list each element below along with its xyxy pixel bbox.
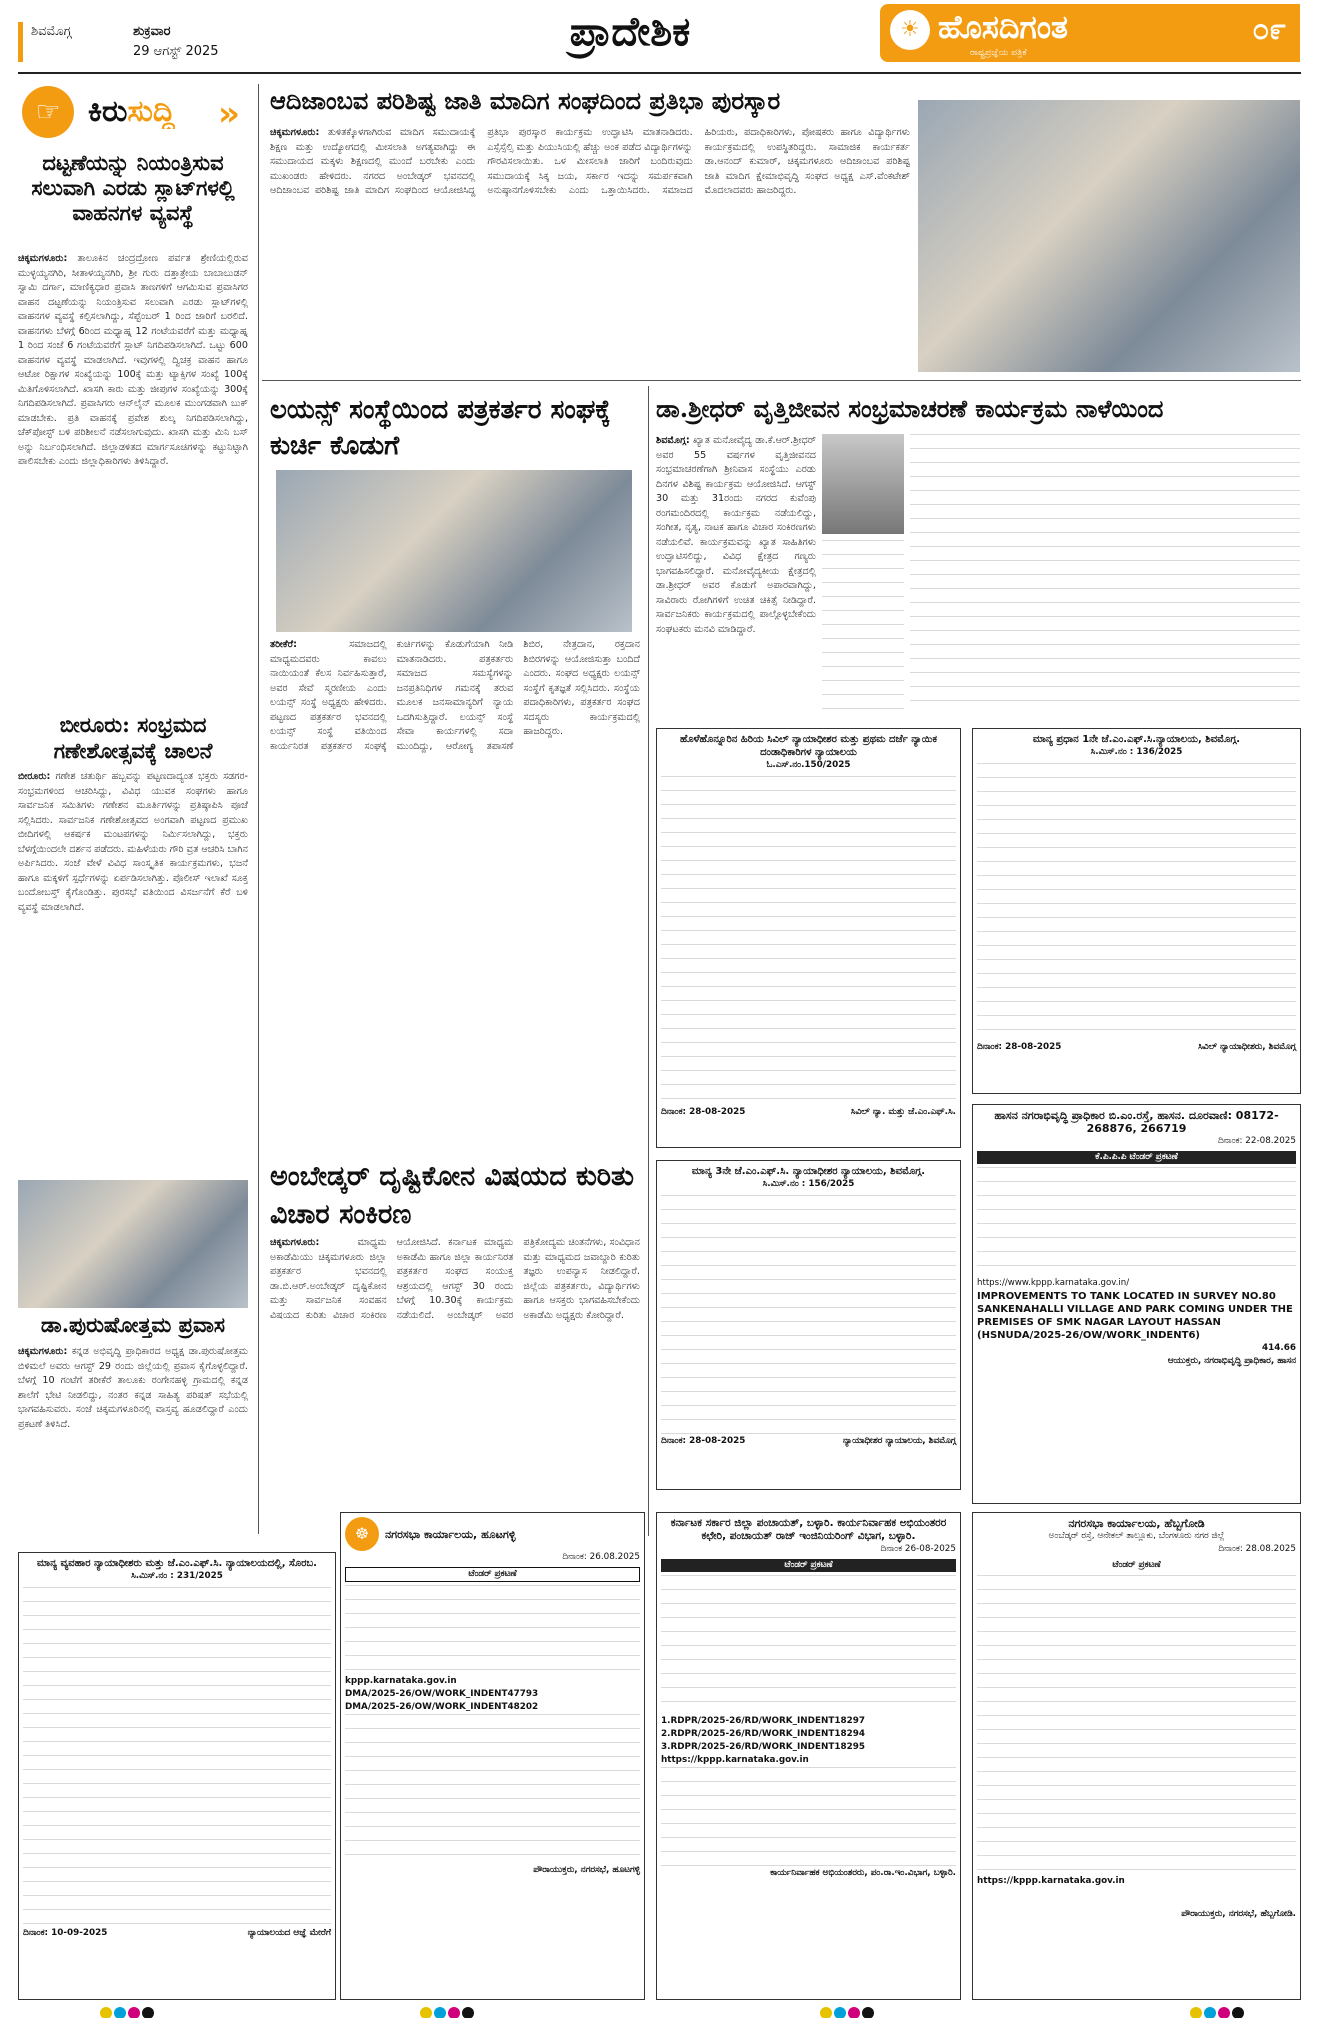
sridhar-body-b: [822, 540, 904, 714]
tender-hebbagodi-text: [977, 1575, 1296, 1875]
notice-shivamogga3-case: ಸಿ.ಮಿಸ್.ನಂ : 156/2025: [762, 1179, 855, 1189]
notice-shivamogga1-case: ಸಿ.ಮಿಸ್.ನಂ : 136/2025: [1090, 747, 1183, 757]
dot-icon: [142, 2007, 154, 2018]
ambedkar-body: [270, 1236, 640, 1486]
pratibha-dateline: ಚಿಕ್ಕಮಗಳೂರು:: [270, 127, 320, 138]
notice-shivamogga1-date: ದಿನಾಂಕ: 28-08-2025: [977, 1042, 1062, 1052]
traffic-headline: ದಟ್ಟಣೆಯನ್ನು ನಿಯಂತ್ರಿಸುವ ಸಲುವಾಗಿ ಎರಡು ಸ್ಲಾಟ್‌ಗಳಲ್ಲಿ ವಾಹನಗಳ ವ್ಯವಸ್ಥೆ: [31, 150, 235, 225]
dot-icon: [1218, 2007, 1230, 2018]
ganesha-headline: ಬೀರೂರು: ಸಂಭ್ರಮದ ಗಣೇಶೋತ್ಸವಕ್ಕೆ ಚಾಲನೆ: [53, 712, 213, 763]
registration-dots-3: [820, 2004, 900, 2018]
sridhar-body-c: [910, 434, 1300, 714]
sridhar-headline: ಡಾ.ಶ್ರೀಧರ್ ವೃತ್ತಿಜೀವನ ಸಂಭ್ರಮಾಚರಣೆ ಕಾರ್ಯಕ್ರಮ ನಾಳೆಯಿಂದ: [656, 394, 1164, 423]
tender-hebbagodi-office: ನಗರಸಭಾ ಕಾರ್ಯಾಲಯ, ಹೆಬ್ಬಗೋಡಿ: [1068, 1517, 1205, 1530]
tender-hootagalli-indent1: DMA/2025-26/OW/WORK_INDENT47793: [345, 1689, 539, 1699]
kirusuddi-banner: [18, 86, 248, 142]
tender-hootagalli-ref: ದಿನಾಂಕ: 26.08.2025: [562, 1552, 640, 1562]
lions-body: [270, 638, 640, 1150]
ganesha-dateline: ಬೀರೂರು:: [18, 771, 51, 782]
tender-bellary-bar: ಟೆಂಡರ್ ಪ್ರಕಟಣೆ: [661, 1559, 956, 1572]
masthead: [880, 4, 1300, 62]
date-label: 29 ಆಗಸ್ಟ್ 2025: [133, 44, 219, 59]
tender-hootagalli-bar: ಟೆಂಡರ್ ಪ್ರಕಟಣೆ: [345, 1567, 640, 1582]
notice-shivamogga1-text: [977, 763, 1296, 1041]
notice-shivamogga3-sign: ನ್ಯಾಯಾಧೀಶರ ನ್ಯಾಯಾಲಯ, ಶಿವಮೊಗ್ಗ: [842, 1436, 956, 1446]
brand-tagline: ರಾಷ್ಟ್ರಪ್ರಜ್ಞೆಯ ಪತ್ರಿಕೆ: [970, 48, 1027, 58]
dot-icon: [834, 2007, 846, 2018]
tender-bellary-text2: [661, 1767, 956, 1867]
tender-bellary: [656, 1512, 961, 2000]
dot-icon: [128, 2007, 140, 2018]
sridhar-portrait: [822, 434, 904, 534]
sridhar-dateline: ಶಿವಮೊಗ್ಗ:: [656, 435, 690, 446]
notice-soraba-case: ಸಿ.ಮಿಸ್.ನಂ : 231/2025: [131, 1571, 223, 1581]
tender-hootagalli-office: ನಗರಸಭಾ ಕಾರ್ಯಾಲಯ, ಹೂಟಗಳ್ಳಿ: [385, 1527, 516, 1541]
notice-shivamogga1: [972, 728, 1301, 1094]
tender-bellary-sign: ಕಾರ್ಯನಿರ್ವಾಹಕ ಅಭಿಯಂತರರು, ಪಂ.ರಾ.ಇಂ.ವಿಭಾಗ, ಬಳ್ಳಾರಿ.: [770, 1868, 956, 1878]
tender-bellary-site[interactable]: https://kppp.karnataka.gov.in: [661, 1755, 809, 1765]
tender-hassan-amount: 414.66: [1262, 1343, 1296, 1353]
dot-icon: [848, 2007, 860, 2018]
notice-shivamogga1-title: ಮಾನ್ಯ ಪ್ರಧಾನ 1ನೇ ಜೆ.ಎಂ.ಎಫ್.ಸಿ.ನ್ಯಾಯಾಲಯ, ಶಿವಮೊಗ್ಗ.: [1032, 734, 1241, 745]
tender-bellary-text: [661, 1575, 956, 1715]
notice-holehonnur-sign: ಸಿವಿಲ್ ನ್ಯಾ. ಮತ್ತು ಜೆ.ಎಂ.ಎಫ್.ಸಿ.: [850, 1107, 956, 1117]
tender-hebbagodi-bar: ಟೆಂಡರ್ ಪ್ರಕಟಣೆ: [977, 1559, 1296, 1572]
purushottam-headline: ಡಾ.ಪುರುಷೋತ್ತಮ ಪ್ರವಾಸ: [40, 1312, 226, 1337]
dot-icon: [1190, 2007, 1202, 2018]
header-rule: [18, 72, 1301, 74]
traffic-text: ತಾಲೂಕಿನ ಚಂದ್ರದ್ರೋಣ ಪರ್ವತ ಶ್ರೇಣಿಯಲ್ಲಿರುವ ಮುಳ್ಳಯ್ಯನಗಿರಿ, ಸೀತಾಳಯ್ಯನಗಿರಿ, ಶ್ರೀ ಗುರು ದತ್ತಾತ್ರೇಯ ಬಾಬಾಬುಡನ್ ಸ್ವಾಮಿ ದರ್ಗಾ, ಮಾಣಿಕ್ಯಧಾರ ಪ್ರವಾಸಿ ತಾಣಗಳಿಗೆ ಆಗಮಿಸುವ ಪ್ರವಾಸಿಗರ ವಾಹನ ದಟ್ಟಣೆಯನ್ನು ನಿಯಂತ್ರಿಸುವ ಸಲುವಾಗಿ ಎರಡು ಸ್ಲಾಟ್‌ಗಳಲ್ಲಿ ವಾಹನಗಳ ವ್ಯವಸ್ಥೆ ಕಲ್ಪಿಸಲಾಗಿದ್ದು, ಸೆಪ್ಟೆಂಬರ್ 1 ರಿಂದ ಜಾರಿಗೆ ಬರಲಿದೆ. ವಾಹನಗಳು ಬೆಳಗ್ಗೆ 6ರಿಂದ ಮಧ್ಯಾಹ್ನ 12 ಗಂಟೆಯವರೆಗೆ ಮತ್ತು ಮಧ್ಯಾಹ್ನ 1 ರಿಂದ ಸಂಜೆ 6 ಗಂಟೆಯವರೆಗೆ ಸ್ಲಾಟ್ ನಿಗದಿಪಡಿಸಲಾಗಿದೆ. ಒಟ್ಟು 600 ವಾಹನಗಳ ವ್ಯವಸ್ಥೆ ಮಾಡಲಾಗಿದೆ. ಇವುಗಳಲ್ಲಿ ದ್ವಿಚಕ್ರ ವಾಹನ ಹಾಗೂ ಆಟೋ ರಿಕ್ಷಾಗಳ ಸಂಖ್ಯೆಯನ್ನು 100ಕ್ಕೆ ಮತ್ತು ಟ್ಯಾಕ್ಸಿಗಳ ಸಂಖ್ಯೆ 100ಕ್ಕೆ ಮಿತಿಗೊಳಿಸಲಾಗಿದೆ. ಖಾಸಗಿ ಕಾರು ಮತ್ತು ಜೀಪುಗಳ ಸಂಖ್ಯೆಯನ್ನು 300ಕ್ಕೆ ನಿಗದಿಪಡಿಸಲಾಗಿದೆ. ಪ್ರವಾಸಿಗರು ಆನ್‌ಲೈನ್ ಮೂಲಕ ಮುಂಗಡವಾಗಿ ಬುಕ್ ಮಾಡಬೇಕು. ಪ್ರತಿ ವಾಹನಕ್ಕೆ ಪ್ರವೇಶ ಶುಲ್ಕ ನಿಗದಿಪಡಿಸಲಾಗಿದ್ದು, ಚೆಕ್‌ಪೋಸ್ಟ್ ಬಳಿ ಪರಿಶೀಲನೆ ನಡೆಸಲಾಗುವುದು. ಖಾಸಗಿ ಮತ್ತು ಮಿನಿ ಬಸ್ ಅನ್ನು ನಿರ್ಬಂಧಿಸಲಾಗಿದೆ. ಜಿಲ್ಲಾಡಳಿತದ ಮಾರ್ಗಸೂಚಿಗಳನ್ನು ಕಟ್ಟುನಿಟ್ಟಾಗಿ ಪಾಲಿಸಬೇಕು ಎಂದು ಜಿಲ್ಲಾಧಿಕಾರಿಗಳು ತಿಳಿಸಿದ್ದಾರೆ.: [18, 253, 248, 467]
hand-icon: ☞: [22, 86, 74, 138]
lions-dateline: ತರೀಕೆರೆ:: [270, 639, 297, 650]
notice-shivamogga3-title: ಮಾನ್ಯ 3ನೇ ಜೆ.ಎಂ.ಎಫ್.ಸಿ. ನ್ಯಾಯಾಧೀಶರ ನ್ಯಾಯಾಲಯ, ಶಿವಮೊಗ್ಗ.: [691, 1166, 926, 1177]
tender-bellary-indent-2: 3.RDPR/2025-26/RD/WORK_INDENT18295: [661, 1742, 865, 1752]
pratibha-headline: ಆದಿಜಾಂಬವ ಪರಿಶಿಷ್ಟ ಜಾತಿ ಮಾದಿಗ ಸಂಘದಿಂದ ಪ್ರತಿಭಾ ಪುರಸ್ಕಾರ: [270, 86, 781, 115]
tender-hootagalli-indent2: DMA/2025-26/OW/WORK_INDENT48202: [345, 1702, 539, 1712]
notice-soraba-title: ಮಾನ್ಯ ವ್ಯವಹಾರ ನ್ಯಾಯಾಧೀಶರು ಮತ್ತು ಜೆ.ಎಂ.ಎಫ್.ಸಿ. ನ್ಯಾಯಾಲಯದಲ್ಲಿ, ಸೊರಬ.: [37, 1558, 317, 1569]
dot-icon: [1204, 2007, 1216, 2018]
tender-hootagalli: [340, 1512, 645, 2000]
tender-hassan-sign: ಆಯುಕ್ತರು, ನಗರಾಭಿವೃದ್ಧಿ ಪ್ರಾಧಿಕಾರ, ಹಾಸನ: [1167, 1356, 1296, 1366]
notice-holehonnur-title: ಹೊಳೆಹೊನ್ನೂರಿನ ಹಿರಿಯ ಸಿವಿಲ್ ನ್ಯಾಯಾಧೀಶರ ಮತ್ತು ಪ್ರಥಮ ದರ್ಜೆ ನ್ಯಾಯಿಕ ದಂಡಾಧಿಕಾರಿಗಳ ನ್ಯಾಯಾಲಯ: [679, 734, 938, 758]
notice-holehonnur-date: ದಿನಾಂಕ: 28-08-2025: [661, 1107, 746, 1117]
ambedkar-dateline: ಚಿಕ್ಕಮಗಳೂರು:: [270, 1237, 320, 1248]
tender-bellary-indent-1: 2.RDPR/2025-26/RD/WORK_INDENT18294: [661, 1729, 865, 1739]
notice-shivamogga3-text: [661, 1195, 956, 1435]
dateline-box: [18, 22, 238, 62]
tender-bellary-ref: ದಿನಾಂಕ 26-08-2025: [880, 1544, 956, 1554]
purushottam-text: ಕನ್ನಡ ಅಭಿವೃದ್ಧಿ ಪ್ರಾಧಿಕಾರದ ಅಧ್ಯಕ್ಷ ಡಾ.ಪುರುಷೋತ್ತಮ ಬಿಳಿಮಲೆ ಅವರು ಆಗಸ್ಟ್ 29 ರಂದು ಜಿಲ್ಲೆಯಲ್ಲಿ ಪ್ರವಾಸ ಕೈಗೊಳ್ಳಲಿದ್ದಾರೆ. ಬೆಳಗ್ಗೆ 10 ಗಂಟೆಗೆ ತರೀಕೆರೆ ತಾಲೂಕು ರಂಗೇನಹಳ್ಳಿ ಗ್ರಾಮದಲ್ಲಿ ಕನ್ನಡ ಶಾಲೆಗೆ ಭೇಟಿ ನೀಡಲಿದ್ದು, ನಂತರ ಕನ್ನಡ ಸಾಹಿತ್ಯ ಪರಿಷತ್ ಸಭೆಯಲ್ಲಿ ಭಾಗವಹಿಸುವರು. ಸಂಜೆ ಚಿಕ್ಕಮಗಳೂರಿನಲ್ಲಿ ವಾಸ್ತವ್ಯ ಹೂಡಲಿದ್ದಾರೆ ಎಂದು ಪ್ರಕಟಣೆ ತಿಳಿಸಿದೆ.: [18, 1346, 248, 1430]
sridhar-text: ಖ್ಯಾತ ಮನೋವೈದ್ಯ ಡಾ.ಕೆ.ಆರ್.ಶ್ರೀಧರ್ ಅವರ 55 ವರ್ಷಗಳ ವೃತ್ತಿಜೀವನದ ಸಂಭ್ರಮಾಚರಣೆಗಾಗಿ ಶ್ರೀನಿವಾಸ ಸಂಸ್ಥೆಯು ಎರಡು ದಿನಗಳ ವಿಶಿಷ್ಟ ಕಾರ್ಯಕ್ರಮ ಆಯೋಜಿಸಿದೆ. ಆಗಸ್ಟ್ 30 ಮತ್ತು 31ರಂದು ನಗರದ ಕುವೆಂಪು ರಂಗಮಂದಿರದಲ್ಲಿ ಕಾರ್ಯಕ್ರಮ ನಡೆಯಲಿದ್ದು, ಸಂಗೀತ, ನೃತ್ಯ, ನಾಟಕ ಹಾಗೂ ವಿಚಾರ ಸಂಕಿರಣಗಳು ನಡೆಯಲಿವೆ. ಕಾರ್ಯಕ್ರಮವನ್ನು ಖ್ಯಾತ ಸಾಹಿತಿಗಳು ಉದ್ಘಾಟಿಸಲಿದ್ದು, ವಿವಿಧ ಕ್ಷೇತ್ರದ ಗಣ್ಯರು ಭಾಗವಹಿಸಲಿದ್ದಾರೆ. ಮನೋವೈದ್ಯಕೀಯ ಕ್ಷೇತ್ರದಲ್ಲಿ ಡಾ.ಶ್ರೀಧರ್ ಅವರ ಕೊಡುಗೆ ಅಪಾರವಾಗಿದ್ದು, ಸಾವಿರಾರು ರೋಗಿಗಳಿಗೆ ಉಚಿತ ಚಿಕಿತ್ಸೆ ನೀಡಿದ್ದಾರೆ. ಸಾರ್ವಜನಿಕರು ಕಾರ್ಯಕ್ರಮದಲ್ಲಿ ಪಾಲ್ಗೊಳ್ಳಬೇಕೆಂದು ಸಂಘಟಕರು ಮನವಿ ಮಾಡಿದ್ದಾರೆ.: [656, 435, 816, 635]
tender-hootagalli-text: [345, 1585, 640, 1675]
tender-hassan-office: ಹಾಸನ ನಗರಾಭಿವೃದ್ಧಿ ಪ್ರಾಧಿಕಾರ ಬಿ.ಎಂ.ರಸ್ತೆ, ಹಾಸನ. ದೂರವಾಣಿ: 08172-268876, 266719: [994, 1109, 1279, 1135]
dot-icon: [1232, 2007, 1244, 2018]
tender-hebbagodi-sign: ಪೌರಾಯುಕ್ತರು, ನಗರಸಭೆ, ಹೆಬ್ಬಗೋಡಿ.: [1181, 1909, 1296, 1919]
ganesha-text: ಗಣೇಶ ಚತುರ್ಥಿ ಹಬ್ಬವನ್ನು ಪಟ್ಟಣದಾದ್ಯಂತ ಭಕ್ತರು ಸಡಗರ-ಸಂಭ್ರಮಗಳಿಂದ ಆಚರಿಸಿದ್ದು, ವಿವಿಧ ಯುವಕ ಸಂಘಗಳು ಹಾಗೂ ಸಾರ್ವಜನಿಕ ಸಮಿತಿಗಳು ಗಣೇಶನ ಮೂರ್ತಿಗಳನ್ನು ಪ್ರತಿಷ್ಠಾಪಿಸಿ ಪೂಜೆ ಸಲ್ಲಿಸಿದರು. ಸಾರ್ವಜನಿಕ ಗಣೇಶೋತ್ಸವದ ಅಂಗವಾಗಿ ಪಟ್ಟಣದ ಪ್ರಮುಖ ಬೀದಿಗಳಲ್ಲಿ ಆಕರ್ಷಕ ಮಂಟಪಗಳನ್ನು ನಿರ್ಮಿಸಲಾಗಿದ್ದು, ಭಕ್ತರು ಬೆಳಗ್ಗೆಯಿಂದಲೇ ದರ್ಶನ ಪಡೆದರು. ಮಹಿಳೆಯರು ಗೌರಿ ವ್ರತ ಆಚರಿಸಿ ಬಾಗಿನ ಅರ್ಪಿಸಿದರು. ಸಂಜೆ ವೇಳೆ ವಿವಿಧ ಸಾಂಸ್ಕೃತಿಕ ಕಾರ್ಯಕ್ರಮಗಳು, ಭಜನೆ ಹಾಗೂ ಮಕ್ಕಳಿಗೆ ಸ್ಪರ್ಧೆಗಳನ್ನು ಏರ್ಪಡಿಸಲಾಗಿತ್ತು. ಪೊಲೀಸ್ ಇಲಾಖೆ ಸೂಕ್ತ ಬಂದೋಬಸ್ತ್ ಕೈಗೊಂಡಿತ್ತು. ಪುರಸಭೆ ವತಿಯಿಂದ ವಿಸರ್ಜನೆಗೆ ಕೆರೆ ಬಳಿ ವ್ಯವಸ್ಥೆ ಮಾಡಲಾಗಿದೆ.: [18, 771, 248, 913]
tender-hebbagodi-sub: ಅಂಬೆಡ್ಕರ್ ರಸ್ತೆ, ಆನೇಕಲ್ ತಾಲ್ಲೂಕು, ಬೆಂಗಳೂರು ನಗರ ಜಿಲ್ಲೆ: [1048, 1531, 1225, 1541]
suddi-label: ಸುದ್ದಿ: [127, 94, 176, 129]
dot-icon: [462, 2007, 474, 2018]
pratibha-photo: [918, 100, 1300, 372]
tender-hebbagodi: [972, 1512, 1301, 2000]
tender-hebbagodi-site[interactable]: https://kppp.karnataka.gov.in: [977, 1876, 1125, 1886]
notice-soraba-date: ದಿನಾಂಕ: 10-09-2025: [23, 1928, 108, 1938]
registration-dots-4: [1190, 2004, 1270, 2018]
tender-hassan-ref: ದಿನಾಂಕ: 22-08.2025: [1217, 1136, 1296, 1146]
dot-icon: [862, 2007, 874, 2018]
section-title: ಪ್ರಾದೇಶಿಕ: [569, 8, 691, 55]
column-divider-2: [648, 386, 649, 1536]
lions-text: ಸಮಾಜದಲ್ಲಿ ಮಾಧ್ಯಮದವರು ಕಾವಲು ನಾಯಿಯಂತೆ ಕೆಲಸ ನಿರ್ವಹಿಸುತ್ತಾರೆ, ಅವರ ಸೇವೆ ಸ್ಮರಣೀಯ ಎಂದು ಲಯನ್ಸ್ ಸಂಸ್ಥೆ ಅಧ್ಯಕ್ಷರು ಹೇಳಿದರು. ಪಟ್ಟಣದ ಪತ್ರಕರ್ತರ ಭವನದಲ್ಲಿ ಲಯನ್ಸ್ ಸಂಸ್ಥೆ ವತಿಯಿಂದ ಕಾರ್ಯನಿರತ ಪತ್ರಕರ್ತರ ಸಂಘಕ್ಕೆ ಕುರ್ಚಿಗಳನ್ನು ಕೊಡುಗೆಯಾಗಿ ನೀಡಿ ಮಾತನಾಡಿದರು. ಪತ್ರಕರ್ತರು ಸಮಾಜದ ಸಮಸ್ಯೆಗಳನ್ನು ಜನಪ್ರತಿನಿಧಿಗಳ ಗಮನಕ್ಕೆ ತರುವ ಮೂಲಕ ಜನಸಾಮಾನ್ಯರಿಗೆ ನ್ಯಾಯ ಒದಗಿಸುತ್ತಿದ್ದಾರೆ. ಲಯನ್ಸ್ ಸಂಸ್ಥೆ ಸೇವಾ ಕಾರ್ಯಗಳಲ್ಲಿ ಸದಾ ಮುಂದಿದ್ದು, ಆರೋಗ್ಯ ತಪಾಸಣೆ ಶಿಬಿರ, ನೇತ್ರದಾನ, ರಕ್ತದಾನ ಶಿಬಿರಗಳನ್ನು ಆಯೋಜಿಸುತ್ತಾ ಬಂದಿದೆ ಎಂದರು. ಸಂಘದ ಅಧ್ಯಕ್ಷರು ಲಯನ್ಸ್ ಸಂಸ್ಥೆಗೆ ಕೃತಜ್ಞತೆ ಸಲ್ಲಿಸಿದರು. ಸಂಸ್ಥೆಯ ಪದಾಧಿಕಾರಿಗಳು, ಪತ್ರಕರ್ತರ ಸಂಘದ ಸದಸ್ಯರು ಕಾರ್ಯಕ್ರಮದಲ್ಲಿ ಹಾಜರಿದ್ದರು.: [270, 639, 640, 752]
tender-hootagalli-text2: [345, 1714, 640, 1864]
tender-hassan-url[interactable]: https://www.kppp.karnataka.gov.in/: [977, 1278, 1130, 1288]
ambedkar-text: ಮಾಧ್ಯಮ ಅಕಾಡೆಮಿಯು ಚಿಕ್ಕಮಗಳೂರು ಜಿಲ್ಲಾ ಪತ್ರಕರ್ತರ ಭವನದಲ್ಲಿ ಡಾ.ಬಿ.ಆರ್.ಅಂಬೇಡ್ಕರ್ ದೃಷ್ಟಿಕೋನ ಮತ್ತು ಸಾರ್ವಜನಿಕ ಸಂವಹನ ವಿಷಯದ ಕುರಿತು ವಿಚಾರ ಸಂಕಿರಣ ಆಯೋಜಿಸಿದೆ. ಕರ್ನಾಟಕ ಮಾಧ್ಯಮ ಅಕಾಡೆಮಿ ಹಾಗೂ ಜಿಲ್ಲಾ ಕಾರ್ಯನಿರತ ಪತ್ರಕರ್ತರ ಸಂಘದ ಸಂಯುಕ್ತ ಆಶ್ರಯದಲ್ಲಿ ಆಗಸ್ಟ್ 30 ರಂದು ಬೆಳಗ್ಗೆ 10.30ಕ್ಕೆ ಕಾರ್ಯಕ್ರಮ ನಡೆಯಲಿದೆ. ಅಂಬೇಡ್ಕರ್ ಅವರ ಪತ್ರಿಕೋದ್ಯಮ ಚಿಂತನೆಗಳು, ಸಂವಿಧಾನ ಮತ್ತು ಮಾಧ್ಯಮದ ಜವಾಬ್ದಾರಿ ಕುರಿತು ತಜ್ಞರು ಉಪನ್ಯಾಸ ನೀಡಲಿದ್ದಾರೆ. ಜಿಲ್ಲೆಯ ಪತ್ರಕರ್ತರು, ವಿದ್ಯಾರ್ಥಿಗಳು ಹಾಗೂ ಆಸಕ್ತರು ಭಾಗವಹಿಸಬೇಕೆಂದು ಅಕಾಡೆಮಿ ಅಧ್ಯಕ್ಷರು ಕೋರಿದ್ದಾರೆ.: [270, 1237, 640, 1321]
city-label: ಶಿವಮೊಗ್ಗ: [31, 24, 72, 39]
section-rule: [262, 380, 1301, 381]
lions-photo: [276, 470, 632, 632]
hootagalli-emblem-icon: ☸: [345, 1517, 379, 1551]
tender-hassan: [972, 1104, 1301, 1504]
page-number: ೦೯: [1252, 12, 1286, 47]
dot-icon: [434, 2007, 446, 2018]
notice-soraba: [18, 1552, 336, 2000]
brand-logo-icon: ☀: [890, 10, 930, 50]
dot-icon: [100, 2007, 112, 2018]
tender-bellary-office: ಕರ್ನಾಟಕ ಸರ್ಕಾರ ಜಿಲ್ಲಾ ಪಂಚಾಯತ್, ಬಳ್ಳಾರಿ. ಕಾರ್ಯನಿರ್ವಾಹಕ ಅಭಿಯಂತರರ ಕಛೇರಿ, ಪಂಚಾಯತ್ ರಾಜ್ ಇಂಜಿನಿಯರಿಂಗ್ ವಿಭಾಗ, ಬಳ್ಳಾರಿ.: [670, 1517, 947, 1542]
purushottam-body: [18, 1345, 248, 1535]
notice-soraba-sign: ನ್ಯಾಯಾಲಯದ ಆಜ್ಞೆ ಮೇರೆಗೆ: [247, 1928, 331, 1938]
tender-hootagalli-site[interactable]: kppp.karnataka.gov.in: [345, 1676, 457, 1686]
dot-icon: [448, 2007, 460, 2018]
arrows-icon: »: [218, 94, 240, 134]
sridhar-body-a: [656, 434, 816, 714]
dot-icon: [420, 2007, 432, 2018]
lions-headline: ಲಯನ್ಸ್ ಸಂಸ್ಥೆಯಿಂದ ಪತ್ರಕರ್ತರ ಸಂಘಕ್ಕೆ ಕುರ್ಚಿ ಕೊಡುಗೆ: [270, 395, 611, 461]
registration-dots-2: [420, 2004, 500, 2018]
day-label: ಶುಕ್ರವಾರ: [133, 24, 171, 39]
notice-shivamogga3-date: ದಿನಾಂಕ: 28-08-2025: [661, 1436, 746, 1446]
brand-name: ಹೊಸದಿಗಂತ: [938, 8, 1068, 46]
traffic-dateline: ಚಿಕ್ಕಮಗಳೂರು:: [18, 253, 68, 264]
ambedkar-headline: ಅಂಬೇಡ್ಕರ್ ದೃಷ್ಟಿಕೋನ ವಿಷಯದ ಕುರಿತು ವಿಚಾರ ಸಂಕಿರಣ: [270, 1161, 634, 1230]
notice-shivamogga3: [656, 1160, 961, 1490]
dot-icon: [820, 2007, 832, 2018]
notice-holehonnur-case: ಓ.ಎಸ್.ನಂ.150/2025: [766, 760, 851, 770]
ganesha-photo: [18, 1180, 248, 1308]
purushottam-dateline: ಚಿಕ್ಕಮಗಳೂರು:: [18, 1346, 68, 1357]
tender-hassan-text: [977, 1167, 1296, 1277]
traffic-body: [18, 252, 248, 712]
notice-holehonnur: [656, 728, 961, 1148]
tender-bellary-indent-0: 1.RDPR/2025-26/RD/WORK_INDENT18297: [661, 1716, 865, 1726]
pratibha-body: [270, 126, 910, 370]
notice-holehonnur-text: [661, 776, 956, 1106]
column-divider: [258, 84, 259, 1534]
ganesha-body: [18, 770, 248, 1175]
tender-hassan-bar: ಕೆ.ಪಿ.ಪಿ.ಪಿ ಟೆಂಡರ್ ಪ್ರಕಟಣೆ: [977, 1151, 1296, 1164]
notice-shivamogga1-sign: ಸಿವಿಲ್ ನ್ಯಾಯಾಧೀಶರು, ಶಿವಮೊಗ್ಗ: [1198, 1042, 1296, 1052]
registration-dots-1: [100, 2004, 180, 2018]
tender-hootagalli-sign: ಪೌರಾಯುಕ್ತರು, ನಗರಸಭೆ, ಹೂಟಗಳ್ಳಿ: [533, 1865, 640, 1875]
kiru-label: ಕಿರು: [88, 94, 128, 129]
dot-icon: [114, 2007, 126, 2018]
tender-hassan-work: IMPROVEMENTS TO TANK LOCATED IN SURVEY NO.80 SANKENAHALLI VILLAGE AND PARK COMING UNDER THE PREMISES OF SMK NAGAR LAYOUT HASSAN (HSNUDA/2025-26/OW/WORK_INDENT6): [977, 1291, 1293, 1341]
tender-hebbagodi-ref: ದಿನಾಂಕ: 28.08.2025: [1218, 1544, 1296, 1554]
notice-soraba-text: [23, 1587, 331, 1927]
pratibha-text: ತುಳಿತಕ್ಕೊಳಗಾಗಿರುವ ಮಾದಿಗ ಸಮುದಾಯಕ್ಕೆ ಶಿಕ್ಷಣ ಮತ್ತು ಉದ್ಯೋಗದಲ್ಲಿ ಮೀಸಲಾತಿ ಅಗತ್ಯವಾಗಿದ್ದು ಈ ಸಮುದಾಯದ ಮಕ್ಕಳು ಶಿಕ್ಷಣದಲ್ಲಿ ಮುಂದೆ ಬರಬೇಕು ಎಂದು ಮುಖಂಡರು ಹೇಳಿದರು. ನಗರದ ಅಂಬೇಡ್ಕರ್ ಭವನದಲ್ಲಿ ಆದಿಜಾಂಬವ ಪರಿಶಿಷ್ಟ ಜಾತಿ ಮಾದಿಗ ಸಂಘದಿಂದ ಆಯೋಜಿಸಿದ್ದ ಪ್ರತಿಭಾ ಪುರಸ್ಕಾರ ಕಾರ್ಯಕ್ರಮ ಉದ್ಘಾಟಿಸಿ ಮಾತನಾಡಿದರು. ಎಸ್ಸೆಸ್ಸೆಲ್ಸಿ ಮತ್ತು ಪಿಯುಸಿಯಲ್ಲಿ ಹೆಚ್ಚು ಅಂಕ ಪಡೆದ ವಿದ್ಯಾರ್ಥಿಗಳನ್ನು ಗೌರವಿಸಲಾಯಿತು. ಒಳ ಮೀಸಲಾತಿ ಜಾರಿಗೆ ಬಂದಿರುವುದು ಸಮುದಾಯಕ್ಕೆ ಸಿಕ್ಕ ಜಯ, ಸರ್ಕಾರ ಇದನ್ನು ಸಮರ್ಪಕವಾಗಿ ಅನುಷ್ಠಾನಗೊಳಿಸಬೇಕು ಎಂದು ಒತ್ತಾಯಿಸಿದರು. ಸಮಾಜದ ಹಿರಿಯರು, ಪದಾಧಿಕಾರಿಗಳು, ಪೋಷಕರು ಹಾಗೂ ವಿದ್ಯಾರ್ಥಿಗಳು ಕಾರ್ಯಕ್ರಮದಲ್ಲಿ ಉಪಸ್ಥಿತರಿದ್ದರು. ಸಾಮಾಜಿಕ ಕಾರ್ಯಕರ್ತ ಡಾ.ಆನಂದ್ ಕುಮಾರ್, ಚಿಕ್ಕಮಗಳೂರು ಆದಿಜಾಂಬವ ಪರಿಶಿಷ್ಟ ಜಾತಿ ಮಾದಿಗ ಕ್ಷೇಮಾಭಿವೃದ್ಧಿ ಸಂಘದ ಅಧ್ಯಕ್ಷ ಎಸ್.ವೆಂಕಟೇಶ್ ಮೊದಲಾದವರು ಹಾಜರಿದ್ದರು.: [270, 127, 910, 196]
